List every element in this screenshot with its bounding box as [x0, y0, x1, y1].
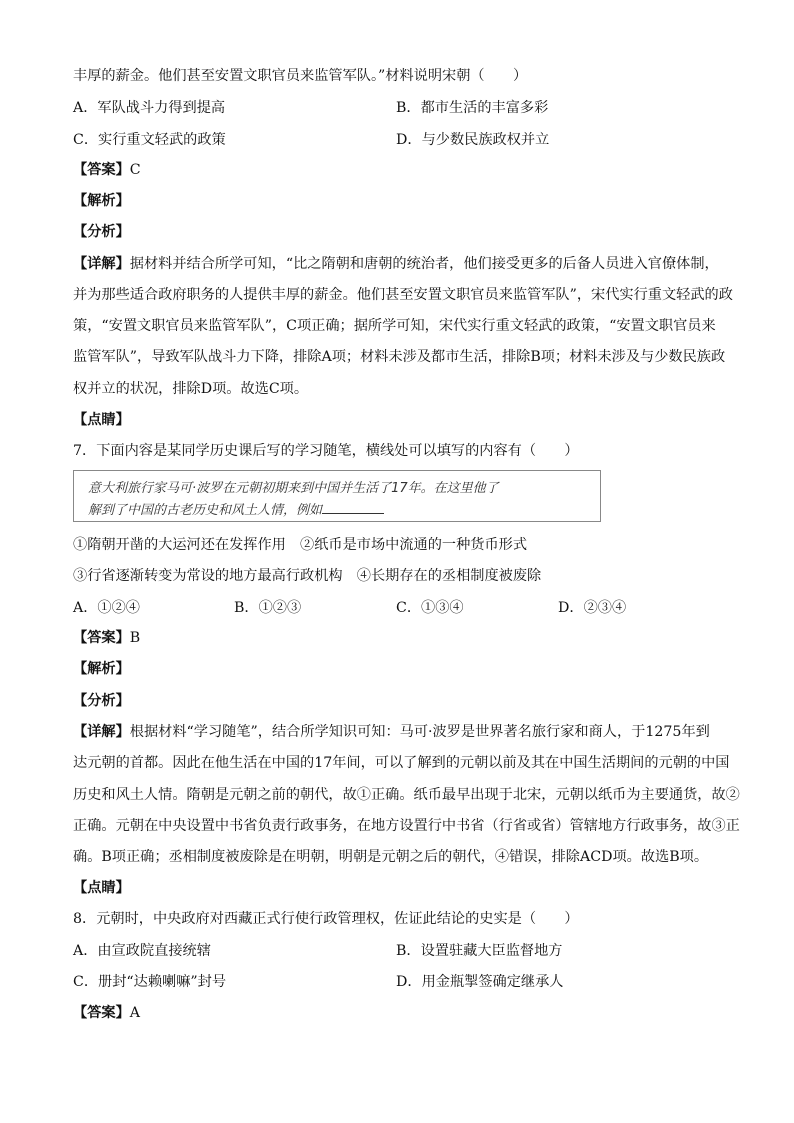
answer-tag: 【答案】	[73, 630, 130, 646]
q6-detail-line: 并为那些适合政府职务的人提供丰厚的薪金。他们甚至安置文职官员来监管军队”，宋代实行重文轻武的政	[73, 287, 733, 303]
detail-tag: 【详解】	[73, 724, 130, 740]
q7-detail-line: 【详解】根据材料“学习随笔”，结合所学知识可知：马可·波罗是世界著名旅行家和商人，于1275年到	[73, 724, 710, 740]
q8-option-c: C．册封“达赖喇嘛”封号	[73, 974, 227, 990]
analysis-tag: 【解析】	[73, 193, 130, 209]
q8-option-b: B．设置驻藏大臣监督地方	[396, 943, 563, 959]
q7-material-box	[73, 470, 601, 522]
fenxi-tag: 【分析】	[73, 693, 130, 709]
dianjing-tag: 【点睛】	[73, 412, 130, 428]
q8-option-a: A．由宣政院直接统辖	[73, 943, 211, 959]
dianjing-tag: 【点睛】	[73, 880, 130, 896]
q6-stem: 丰厚的薪金。他们甚至安置文职官员来监管军队。”材料说明宋朝（ ）	[73, 68, 528, 84]
q6-detail-line: 权并立的状况，排除D项。故选C项。	[73, 381, 309, 397]
q6-detail-line: 【详解】据材料并结合所学可知，“比之隋朝和唐朝的统治者，他们接受更多的后备人员进入官僚体制，	[73, 256, 719, 272]
q6-option-d: D．与少数民族政权并立	[396, 132, 550, 148]
q7-option-d: D．②③④	[558, 600, 627, 616]
q6-option-c: C．实行重文轻武的政策	[73, 132, 226, 148]
q7-detail-line: 达元朝的首都。因此在他生活在中国的17年间，可以了解到的元朝以前及其在中国生活期间的元朝的中国	[73, 755, 730, 771]
answer-tag: 【答案】	[73, 162, 130, 178]
q7-option-c: C．①③④	[396, 600, 464, 616]
fenxi-tag: 【分析】	[73, 224, 130, 240]
q6-detail-line: 监管军队”，导致军队战斗力下降，排除A项；材料未涉及都市生活，排除B项；材料未涉及与少数民族政	[73, 349, 726, 365]
q7-detail-line: 确。B项正确；丞相制度被废除是在明朝，明朝是元朝之后的朝代，④错误，排除ACD项。故选B项。	[73, 849, 709, 865]
q6-answer	[73, 160, 141, 180]
q7-detail-line: 历史和风土人情。隋朝是元朝之前的朝代，故①正确。纸币最早出现于北宋，元朝以纸币为主要通货，故②	[73, 787, 740, 803]
q7-detail-line: 正确。元朝在中央设置中书省负责行政事务，在地方设置行中书省（行省或省）管辖地方行政事务，故③正	[73, 818, 740, 834]
q8-option-d: D．用金瓶掣签确定继承人	[396, 974, 564, 990]
q7-option-a: A．①②④	[73, 600, 140, 616]
q7-stem: 7．下面内容是某同学历史课后写的学习随笔，横线处可以填写的内容有（ ）	[73, 443, 579, 459]
q8-stem: 8．元朝时，中央政府对西藏正式行使行政管理权，佐证此结论的史实是（ ）	[73, 911, 579, 927]
q7-material-line: 解到了中国的古老历史和风土人情，例如	[88, 499, 384, 518]
q7-answer	[73, 628, 140, 648]
q6-option-b: B．都市生活的丰富多彩	[396, 100, 549, 116]
q7-option-b: B．①②③	[234, 600, 302, 616]
answer-value: C	[129, 162, 141, 178]
q8-answer	[73, 1003, 140, 1023]
detail-tag: 【详解】	[73, 256, 130, 272]
q7-material-line: 意大利旅行家马可·波罗在元朝初期来到中国并生活了17年。在这里他了	[88, 481, 499, 496]
answer-value: A	[129, 1005, 141, 1021]
answer-tag: 【答案】	[73, 1005, 130, 1021]
q6-option-a: A．军队战斗力得到提高	[73, 100, 226, 116]
fill-blank	[322, 501, 384, 514]
answer-value: B	[129, 630, 141, 646]
q7-items-line: ①隋朝开凿的大运河还在发挥作用 ②纸币是市场中流通的一种货币形式	[73, 537, 528, 553]
q7-items-line: ③行省逐渐转变为常设的地方最高行政机构 ④长期存在的丞相制度被废除	[73, 568, 542, 584]
q6-detail-line: 策，“安置文职官员来监管军队”，C项正确；据所学可知，宋代实行重文轻武的政策，“安置文职官员来	[73, 318, 716, 334]
analysis-tag: 【解析】	[73, 661, 130, 677]
